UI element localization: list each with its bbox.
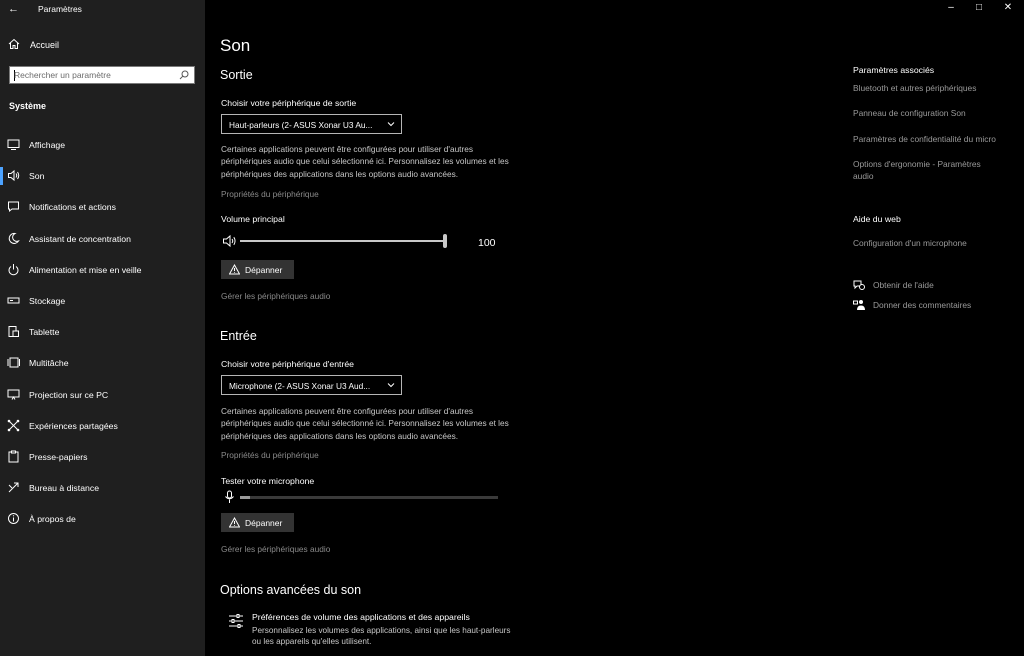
sidebar-item-label: Notifications et actions [29,202,116,213]
volume-label: Volume principal [221,214,285,224]
titlebar [0,0,205,18]
feedback-label: Donner des commentaires [873,300,972,310]
sidebar-item-remote-desktop[interactable] [0,473,205,504]
projection-icon [7,388,20,401]
mic-level-meter [221,490,501,504]
dropdown-value: Microphone (2- ASUS Xonar U3 Aud... [229,381,371,391]
sidebar-item-label: Multitâche [29,358,69,369]
sidebar-item-focus-assist[interactable] [0,224,205,255]
app-volume-preferences[interactable] [226,610,526,646]
help-chat-icon [853,279,865,291]
input-heading: Entrée [220,329,257,343]
sidebar-item-label: Assistant de concentration [29,233,131,244]
moon-icon [7,232,20,245]
sidebar-item-label: Bureau à distance [29,483,100,494]
chevron-down-icon [387,121,395,127]
mic-privacy-link[interactable]: Paramètres de confidentialité du micro [853,134,996,144]
home-icon [8,38,20,50]
sidebar-item-clipboard[interactable] [0,442,205,473]
advanced-heading: Options avancées du son [220,583,362,597]
ease-of-access-audio-link[interactable]: Options d'ergonomie - Paramètres audio [853,159,981,181]
output-manage-link[interactable]: Gérer les périphériques audio [221,291,331,301]
sidebar [0,0,205,656]
volume-slider[interactable] [221,233,501,249]
sidebar-item-tablet[interactable] [0,317,205,348]
button-label: Dépanner [245,518,283,528]
warning-icon [229,517,240,528]
input-device-label: Choisir votre périphérique d'entrée [221,359,355,369]
sidebar-item-label: Affichage [29,140,66,150]
back-arrow-icon[interactable]: ← [8,3,19,15]
sidebar-item-shared-experiences[interactable] [0,411,205,442]
sidebar-item-label: Expériences partagées [29,420,118,431]
search-input[interactable] [14,67,174,83]
shared-icon [7,419,20,432]
related-settings-heading: Paramètres associés [853,65,935,75]
sidebar-item-label: Projection sur ce PC [29,389,109,400]
sidebar-item-about[interactable] [0,504,205,535]
power-icon [7,263,20,276]
button-label: Dépanner [245,265,283,275]
feedback-link[interactable] [853,299,1013,313]
mic-level-fill [240,496,250,499]
sidebar-item-notifications[interactable] [0,192,205,223]
mic-setup-link[interactable]: Configuration d'un microphone [853,238,967,248]
sidebar-item-label: Tablette [29,327,60,338]
microphone-icon [224,490,235,504]
close-icon[interactable]: ✕ [1003,2,1013,13]
sidebar-item-label: Son [29,171,45,182]
search-box[interactable] [9,66,195,84]
sidebar-item-label: À propos de [29,514,76,525]
input-device-dropdown[interactable] [221,375,402,395]
output-heading: Sortie [220,68,253,82]
sidebar-item-storage[interactable] [0,286,205,317]
section-label: Système [9,101,47,111]
mic-level-track [240,496,498,499]
get-help-label: Obtenir de l'aide [873,280,934,290]
volume-value: 100 [478,237,496,249]
app-title: Paramètres [38,4,82,14]
tablet-icon [7,325,20,338]
output-properties-link[interactable]: Propriétés du périphérique [221,189,319,199]
feedback-icon [853,299,865,311]
sidebar-item-label: Alimentation et mise en veille [29,264,142,275]
sidebar-item-label: Presse-papiers [29,451,88,462]
sidebar-item-display[interactable] [0,130,205,161]
remote-desktop-icon [7,481,20,494]
warning-icon [229,264,240,275]
sidebar-item-home[interactable] [0,34,205,56]
sidebar-item-label: Stockage [29,295,66,306]
minimize-icon[interactable]: – [948,2,954,13]
display-icon [7,138,20,151]
web-help-heading: Aide du web [853,214,901,224]
page-title: Son [220,36,251,55]
sidebar-item-projection[interactable] [0,380,205,411]
multitask-icon [7,356,20,369]
output-device-label: Choisir votre périphérique de sortie [221,98,357,108]
sidebar-item-power[interactable] [0,255,205,286]
output-description: Certaines applications peuvent être configurées pour utiliser d'autres périphériques audio que celui sélectionné ici. Personnalisez les volumes et les périphériques des applications dans les options audio avancées. [221,144,509,179]
sidebar-item-multitasking[interactable] [0,348,205,379]
storage-icon [7,294,20,307]
search-icon[interactable] [179,70,189,80]
get-help-link[interactable] [853,279,1013,293]
slider-thumb[interactable] [443,234,447,248]
input-properties-link[interactable]: Propriétés du périphérique [221,450,319,460]
slider-fill [240,240,445,242]
sidebar-item-sound[interactable] [0,161,205,192]
chevron-down-icon [387,382,395,388]
bluetooth-link[interactable]: Bluetooth et autres périphériques [853,83,977,93]
dropdown-value: Haut-parleurs (2- ASUS Xonar U3 Au... [229,120,373,130]
mixer-icon [228,613,244,629]
nav-list [0,130,205,535]
sidebar-item-label: Accueil [30,40,60,50]
app-volume-description: Personnalisez les volumes des applications, ainsi que les haut-parleurs ou les appareils qu'elles utilisent. [252,626,511,646]
speaker-icon[interactable] [222,234,237,248]
maximize-icon[interactable]: □ [975,2,983,13]
speaker-icon [7,169,20,182]
input-description: Certaines applications peuvent être configurées pour utiliser d'autres périphériques audio que celui sélectionné ici. Personnalisez les volumes et les périphériques des applications dans les options audio avancées. [221,406,509,441]
sound-control-panel-link[interactable]: Panneau de configuration Son [853,108,966,118]
output-troubleshoot-button[interactable] [221,260,294,279]
input-troubleshoot-button[interactable] [221,513,294,532]
app-volume-title: Préférences de volume des applications et des appareils [252,612,470,622]
clipboard-icon [7,450,20,463]
output-device-dropdown[interactable] [221,114,402,134]
input-manage-link[interactable]: Gérer les périphériques audio [221,544,331,554]
info-icon [7,512,20,525]
notification-icon [7,200,20,213]
mic-test-label: Tester votre microphone [221,476,315,486]
